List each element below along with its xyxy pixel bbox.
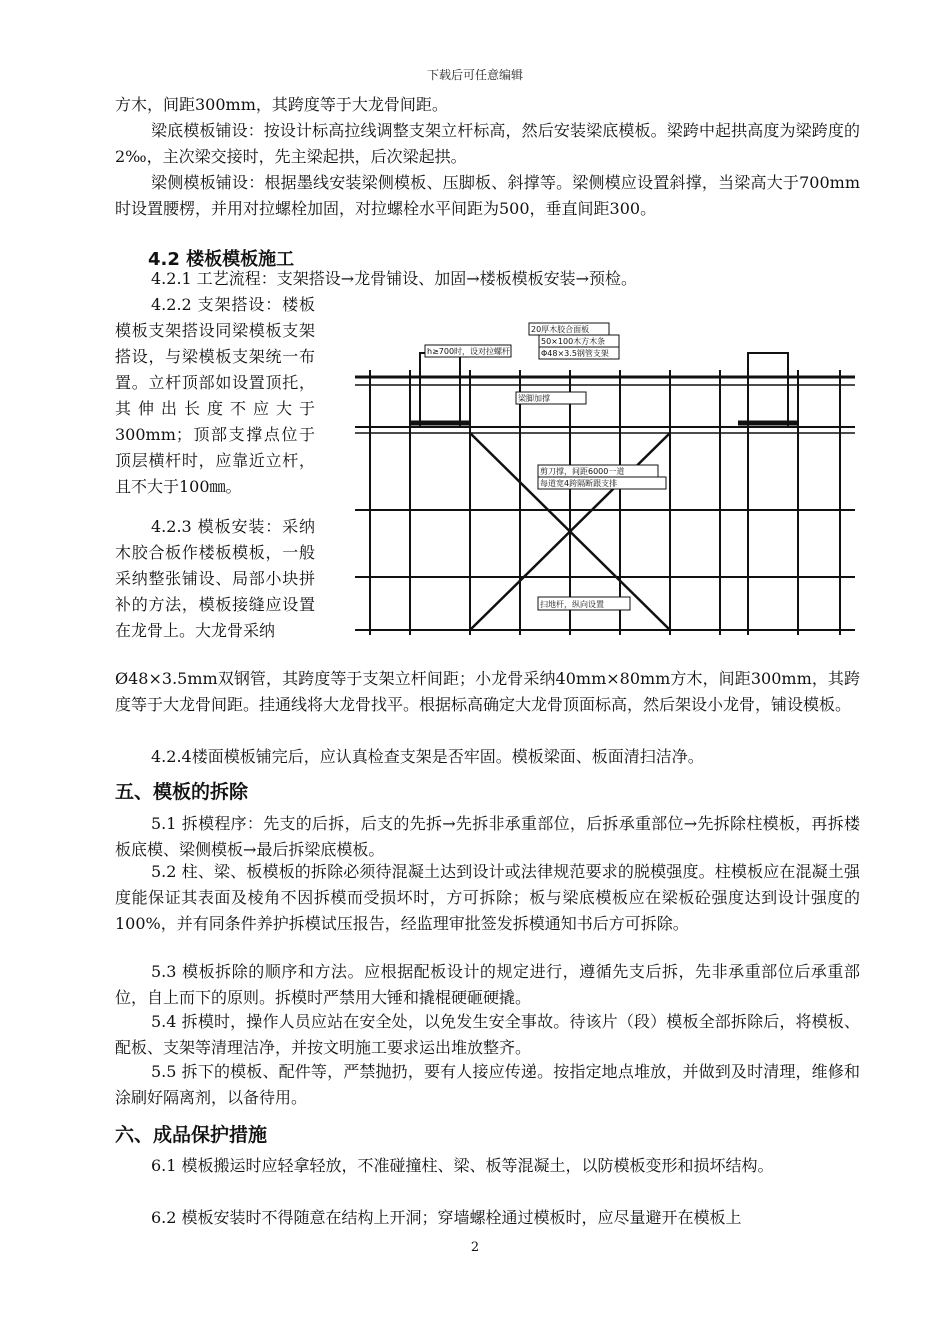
section-heading-4-2: 4.2 楼板模板施工	[148, 249, 295, 270]
label-brace-span: 每道宽4跨隔断跟支排	[540, 479, 618, 488]
paragraph-5-3: 5.3 模板拆除的顺序和方法。应根据配板设计的规定进行，遵循先支后拆，先非承重部位后承重部位，自上而下的原则。拆模时严禁用大锤和撬棍硬砸硬撬。	[115, 962, 860, 1007]
label-beam-brace: 梁脚加撑	[518, 394, 550, 403]
paragraph-4-2-4: 4.2.4楼面模板铺完后，应认真检查支架是否牢固。模板梁面、板面清扫洁净。	[151, 747, 704, 766]
paragraph-5-1: 5.1 拆模程序：先支的后拆，后支的先拆→先拆非承重部位，后拆承重部位→先拆除柱模板，再拆楼板底模、梁侧模板→最后拆梁底模板。	[115, 814, 860, 859]
beam-left	[420, 353, 460, 427]
page-number: 2	[470, 1240, 480, 1255]
label-tie-bolt: h≥700时，设对拉螺杆	[427, 347, 511, 356]
paragraph-6-1: 6.1 模板搬运时应轻拿轻放，不准碰撞柱、梁、板等混凝土，以防模板变形和损坏结构。	[151, 1156, 774, 1175]
paragraph-4-2-2: 4.2.2 支架搭设：楼板模板支架搭设同梁模板支架搭设，与梁模板支架统一布置。立杆顶部如设置顶托，其伸出长度不应大于300mm；顶部支撑点位于顶层横杆时，应靠近立杆，且不大于100㎜。	[115, 295, 315, 496]
paragraph-4-2-3-rest: Ø48×3.5mm双钢管，其跨度等于支架立杆间距；小龙骨采纳40mm×80mm方木，间距300mm，其跨度等于大龙骨间距。挂通线将大龙骨找平。根据标高确定大龙骨顶面标高，然后架设小龙骨，铺设模板。	[115, 669, 860, 714]
paragraph-5-5: 5.5 拆下的模板、配件等，严禁抛扔，要有人接应传递。按指定地点堆放，并做到及时清理，维修和涂刷好隔离剂，以备待用。	[115, 1062, 860, 1107]
paragraph-6-2: 6.2 模板安装时不得随意在结构上开洞；穿墙螺栓通过模板时，应尽量避开在模板上	[151, 1208, 742, 1227]
label-plywood: 20厚木胶合面板	[531, 325, 590, 334]
paragraph-4-2-1: 4.2.1 工艺流程：支架搭设→龙骨铺设、加固→楼板模板安装→预检。	[151, 269, 638, 288]
label-scissor-brace: 剪刀撑，间距6000一道	[540, 467, 625, 476]
page-header: 下载后可任意编辑	[426, 68, 523, 82]
paragraph-4-2-3-start: 4.2.3 模板安装：采纳木胶合板作楼板模板，一般采纳整张铺设、局部小块拼补的方法，模板接缝应设置在龙骨上。大龙骨采纳	[115, 517, 315, 640]
section-heading-5: 五、模板的拆除	[115, 781, 249, 803]
section-heading-6: 六、成品保护措施	[115, 1124, 268, 1146]
paragraph-beam-bottom: 梁底模板铺设：按设计标高拉线调整支架立杆标高，然后安装梁底模板。梁跨中起拱高度为梁跨度的2‰，主次梁交接时，先主梁起拱，后次梁起拱。	[115, 121, 860, 166]
label-sweep-rod: 扫地杆，纵向设置	[540, 600, 604, 609]
paragraph-5-4: 5.4 拆模时，操作人员应站在安全处，以免发生安全事故。待该片（段）模板全部拆除后，将模板、配板、支架等清理洁净，并按文明施工要求运出堆放整齐。	[115, 1012, 860, 1057]
label-timber: 50×100木方木条	[541, 337, 606, 346]
label-steel-pipe: Φ48×3.5钢管支架	[541, 349, 609, 358]
paragraph-p1: 方木，间距300mm，其跨度等于大龙骨间距。	[115, 95, 448, 114]
paragraph-beam-side: 梁侧模板铺设：根据墨线安装梁侧模板、压脚板、斜撑等。梁侧模应设置斜撑，当梁高大于700mm时设置腰楞，并用对拉螺栓加固，对拉螺栓水平间距为500，垂直间距300。	[115, 173, 860, 218]
paragraph-5-2: 5.2 柱、梁、板模板的拆除必须待混凝土达到设计或法律规范要求的脱模强度。柱模板应在混凝土强度能保证其表面及棱角不因拆模而受损坏时，方可拆除；板与梁底模板应在梁板砼强度达到设计强度的100%，并有同条件养护拆模试压报告，经监理审批签发拆模通知书后方可拆除。	[115, 862, 860, 933]
scaffold-diagram	[350, 315, 860, 645]
beam-right	[748, 353, 788, 427]
